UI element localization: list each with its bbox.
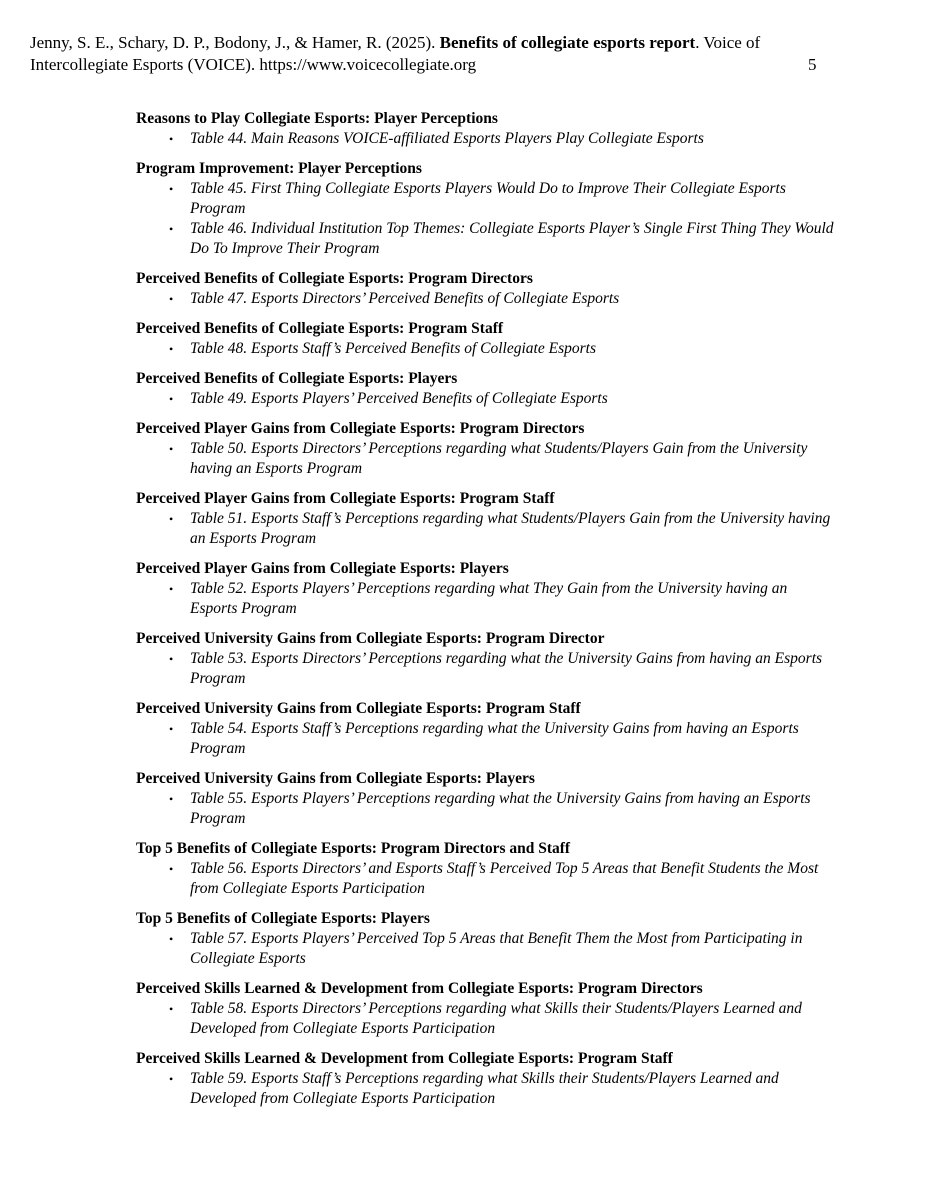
- table-entry-list: [136, 579, 836, 619]
- table-entry: [136, 999, 836, 1039]
- bullet-icon: •: [169, 222, 174, 236]
- bullet-icon: •: [169, 182, 174, 196]
- table-entry-text: Table 48. Esports Staff’s Perceived Benefits of Collegiate Esports: [190, 340, 596, 357]
- table-entry-text: Table 46. Individual Institution Top Themes: Collegiate Esports Player’s Single First Thing They Would Do To Improve Their Program: [190, 220, 834, 257]
- bullet-icon: •: [169, 132, 174, 146]
- section-heading: Perceived University Gains from Collegiate Esports: Program Director: [136, 630, 605, 647]
- bullet-icon: •: [169, 792, 174, 806]
- table-entry-list: [136, 129, 836, 149]
- section-heading: Perceived Skills Learned & Development from Collegiate Esports: Program Directors: [136, 980, 703, 997]
- table-entry-list: [136, 999, 836, 1039]
- bullet-icon: •: [169, 582, 174, 596]
- section-heading: Reasons to Play Collegiate Esports: Player Perceptions: [136, 110, 498, 127]
- table-entry-text: Table 57. Esports Players’ Perceived Top 5 Areas that Benefit Them the Most from Participating in Collegiate Esports: [190, 930, 803, 967]
- toc-section: [136, 269, 836, 309]
- bullet-icon: •: [169, 1072, 174, 1086]
- table-entry: [136, 339, 836, 359]
- section-heading: Perceived Benefits of Collegiate Esports: Program Directors: [136, 270, 533, 287]
- section-heading: Program Improvement: Player Perceptions: [136, 160, 422, 177]
- table-entry: [136, 789, 836, 829]
- table-entry-list: [136, 719, 836, 759]
- table-entry-text: Table 59. Esports Staff’s Perceptions regarding what Skills their Students/Players Learned and Developed from Collegiate Esports Participation: [190, 1070, 779, 1107]
- bullet-icon: •: [169, 722, 174, 736]
- section-heading: Top 5 Benefits of Collegiate Esports: Program Directors and Staff: [136, 840, 571, 857]
- section-heading: Perceived Benefits of Collegiate Esports: Players: [136, 370, 458, 387]
- table-entry-list: [136, 649, 836, 689]
- table-entry: [136, 929, 836, 969]
- table-entry: [136, 859, 836, 899]
- table-entry-list: [136, 789, 836, 829]
- toc-section: [136, 559, 836, 619]
- table-entry-list: [136, 439, 836, 479]
- toc-section: [136, 109, 836, 149]
- section-heading: Perceived University Gains from Collegiate Esports: Players: [136, 770, 535, 787]
- toc-section: [136, 319, 836, 359]
- table-entry-text: Table 47. Esports Directors’ Perceived Benefits of Collegiate Esports: [190, 290, 620, 307]
- table-entry-text: Table 56. Esports Directors’ and Esports Staff’s Perceived Top 5 Areas that Benefit Students the Most from Collegiate Esports Participation: [190, 860, 819, 897]
- table-entry: [136, 579, 836, 619]
- toc-section: [136, 1049, 836, 1109]
- toc-section: [136, 489, 836, 549]
- bullet-icon: •: [169, 392, 174, 406]
- bullet-icon: •: [169, 512, 174, 526]
- table-entry-text: Table 49. Esports Players’ Perceived Benefits of Collegiate Esports: [190, 390, 608, 407]
- table-entry-text: Table 45. First Thing Collegiate Esports Players Would Do to Improve Their Collegiate Esports Program: [190, 180, 786, 217]
- table-entry-list: [136, 289, 836, 309]
- section-heading: Perceived Player Gains from Collegiate Esports: Program Staff: [136, 490, 555, 507]
- table-entry: [136, 439, 836, 479]
- bullet-icon: •: [169, 292, 174, 306]
- table-entry-list: [136, 509, 836, 549]
- table-entry: [136, 389, 836, 409]
- table-entry-list: [136, 859, 836, 899]
- table-entry: [136, 289, 836, 309]
- table-entry: [136, 509, 836, 549]
- toc-section: [136, 369, 836, 409]
- toc-section: [136, 979, 836, 1039]
- toc-section: [136, 909, 836, 969]
- section-heading: Top 5 Benefits of Collegiate Esports: Players: [136, 910, 430, 927]
- table-entry-list: [136, 1069, 836, 1109]
- table-entry: [136, 719, 836, 759]
- table-entry: [136, 179, 836, 219]
- toc-section: [136, 159, 836, 259]
- toc-section: [136, 769, 836, 829]
- table-entry: [136, 649, 836, 689]
- table-entry-list: [136, 179, 836, 259]
- citation-authors: Jenny, S. E., Schary, D. P., Bodony, J., & Hamer, R. (2025).: [30, 33, 440, 52]
- bullet-icon: •: [169, 1002, 174, 1016]
- table-entry-text: Table 58. Esports Directors’ Perceptions regarding what Skills their Students/Players Learned and Developed from Collegiate Esports Participation: [190, 1000, 802, 1037]
- bullet-icon: •: [169, 862, 174, 876]
- table-entry: [136, 219, 836, 259]
- table-entry-list: [136, 389, 836, 409]
- table-entry: [136, 1069, 836, 1109]
- section-heading: Perceived Player Gains from Collegiate Esports: Program Directors: [136, 420, 585, 437]
- section-heading: Perceived Skills Learned & Development from Collegiate Esports: Program Staff: [136, 1050, 673, 1067]
- toc-section: [136, 699, 836, 759]
- running-header: [30, 32, 810, 76]
- table-entry-text: Table 44. Main Reasons VOICE-affiliated Esports Players Play Collegiate Esports: [190, 130, 704, 147]
- section-heading: Perceived Player Gains from Collegiate Esports: Players: [136, 560, 509, 577]
- table-entry-text: Table 50. Esports Directors’ Perceptions regarding what Students/Players Gain from the University having an Esports Program: [190, 440, 808, 477]
- page-number: 5: [808, 55, 817, 74]
- table-entry-text: Table 55. Esports Players’ Perceptions regarding what the University Gains from having an Esports Program: [190, 790, 811, 827]
- citation-report-title: Benefits of collegiate esports report: [439, 33, 696, 52]
- table-entry-list: [136, 929, 836, 969]
- bullet-icon: •: [169, 442, 174, 456]
- table-entry-list: [136, 339, 836, 359]
- section-heading: Perceived Benefits of Collegiate Esports: Program Staff: [136, 320, 504, 337]
- table-entry: [136, 129, 836, 149]
- table-entry-text: Table 52. Esports Players’ Perceptions regarding what They Gain from the University having an Esports Program: [190, 580, 788, 617]
- toc-section: [136, 839, 836, 899]
- toc-section: [136, 629, 836, 689]
- table-entry-text: Table 53. Esports Directors’ Perceptions regarding what the University Gains from having an Esports Program: [190, 650, 823, 687]
- list-of-tables: [136, 109, 836, 1119]
- toc-section: [136, 419, 836, 479]
- citation-source: . Voice of Intercollegiate Esports (VOICE). https://www.voicecollegiate.org: [30, 33, 761, 74]
- bullet-icon: •: [169, 932, 174, 946]
- table-entry-text: Table 54. Esports Staff’s Perceptions regarding what the University Gains from having an Esports Program: [190, 720, 799, 757]
- bullet-icon: •: [169, 652, 174, 666]
- bullet-icon: •: [169, 342, 174, 356]
- table-entry-text: Table 51. Esports Staff’s Perceptions regarding what Students/Players Gain from the University having an Esports Program: [190, 510, 831, 547]
- section-heading: Perceived University Gains from Collegiate Esports: Program Staff: [136, 700, 581, 717]
